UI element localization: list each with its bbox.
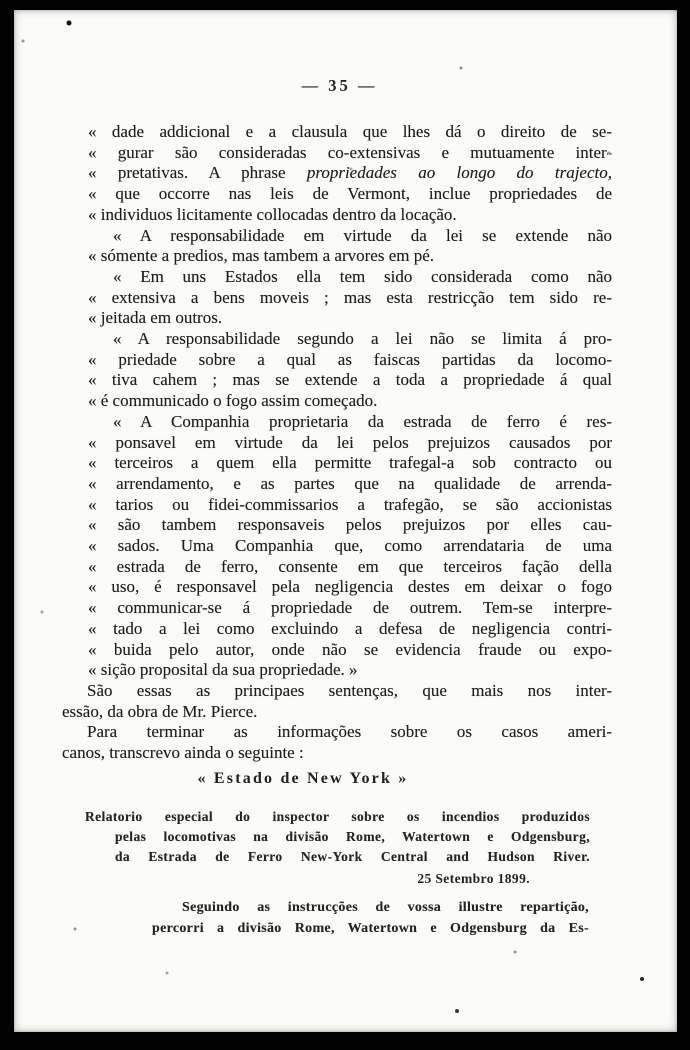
text-line: « estrada de ferro, consente em que terceiros fação della	[88, 556, 612, 576]
text-line: Relatorio especial do inspector sobre os incendios produzidos	[85, 809, 590, 824]
text-line: « Em uns Estados ella tem sido considerada como não	[113, 266, 612, 286]
scanned-page	[14, 10, 677, 1032]
text-line: « uso, é responsavel pela negligencia destes em deixar o fogo	[88, 577, 612, 597]
text-line: São essas as principaes sentenças, que mais nos inter-	[87, 680, 612, 700]
ink-specks	[14, 10, 16, 12]
text-line: « sómente a predios, mas tambem a arvores em pé.	[88, 246, 435, 266]
text-line: « tado a lei como excluindo a defesa de negligencia contri-	[88, 618, 612, 638]
text-line: « A responsabilidade segundo a lei não se limita á pro-	[113, 329, 612, 349]
text-line: « gurar são consideradas co-extensivas e mutuamente inter-	[88, 142, 612, 162]
text-line: « sição proposital da sua propriedade. »	[88, 660, 358, 680]
dateline: 25 Setembro 1899.	[417, 871, 530, 886]
text-line: percorri a divisão Rome, Watertown e Odgensburg da Es-	[152, 920, 589, 936]
text-line: canos, transcrevo ainda o seguinte :	[62, 743, 304, 763]
text-line: « dade addicional e a clausula que lhes dá o direito de se-	[88, 122, 612, 141]
text-segment: « pretativas. A phrase	[88, 163, 307, 183]
text-line: « é communicado o fogo assim começado.	[88, 391, 378, 411]
text-line: « terceiros a quem ella permitte trafegal-a sob contracto ou	[88, 453, 612, 473]
text-line: « são tambem responsaveis pelos prejuizos por elles cau-	[88, 515, 612, 535]
text-line: « jeitada em outros.	[88, 308, 223, 328]
text-line: « A responsabilidade em virtude da lei se extende não	[113, 225, 612, 245]
text-line: « individuos licitamente collocadas dentro da locação.	[88, 204, 457, 224]
text-line: « sados. Uma Companhia que, como arrendataria de uma	[88, 536, 612, 556]
text-line: « tiva cahem ; mas se extende a toda a propriedade á qual	[88, 370, 612, 390]
text-line: Seguindo as instrucções de vossa illustre repartição,	[182, 900, 589, 915]
text-line: da Estrada de Ferro New-York Central and Hudson River.	[115, 849, 590, 864]
text-line: pelas locomotivas na divisão Rome, Watertown e Odgensburg,	[115, 829, 590, 844]
text-line: « ponsavel em virtude da lei pelos prejuizos causados por	[88, 432, 612, 452]
section-heading: « Estado de New York »	[197, 770, 409, 787]
main-text-block	[62, 122, 612, 764]
text-line: « buida pelo autor, onde não se evidencia fraude ou expo-	[88, 639, 612, 659]
text-line: « que occorre nas leis de Vermont, inclue propriedades de	[88, 184, 612, 204]
text-line: « A Companhia proprietaria da estrada de ferro é res-	[113, 411, 612, 431]
text-line: « tarios ou fidei-commissarios a trafegão, se são accionistas	[88, 494, 612, 514]
text-line	[88, 163, 612, 184]
text-line: « extensiva a bens moveis ; mas esta restricção tem sido re-	[88, 287, 612, 307]
page-number: — 35 —	[301, 76, 378, 95]
italic-phrase: propriedades ao longo do trajecto,	[306, 163, 612, 183]
text-line: « arrendamento, e as partes que na qualidade de arrenda-	[88, 473, 612, 493]
text-line: Para terminar as informações sobre os casos ameri-	[87, 722, 612, 742]
report-header-block	[85, 807, 590, 867]
text-line: « communicar-se á propriedade de outrem. Tem-se interpre-	[88, 598, 612, 618]
text-line: « priedade sobre a qual as faiscas partidas da locomo-	[88, 349, 612, 369]
letter-opening-block	[152, 898, 589, 939]
text-line: essão, da obra de Mr. Pierce.	[62, 701, 258, 721]
